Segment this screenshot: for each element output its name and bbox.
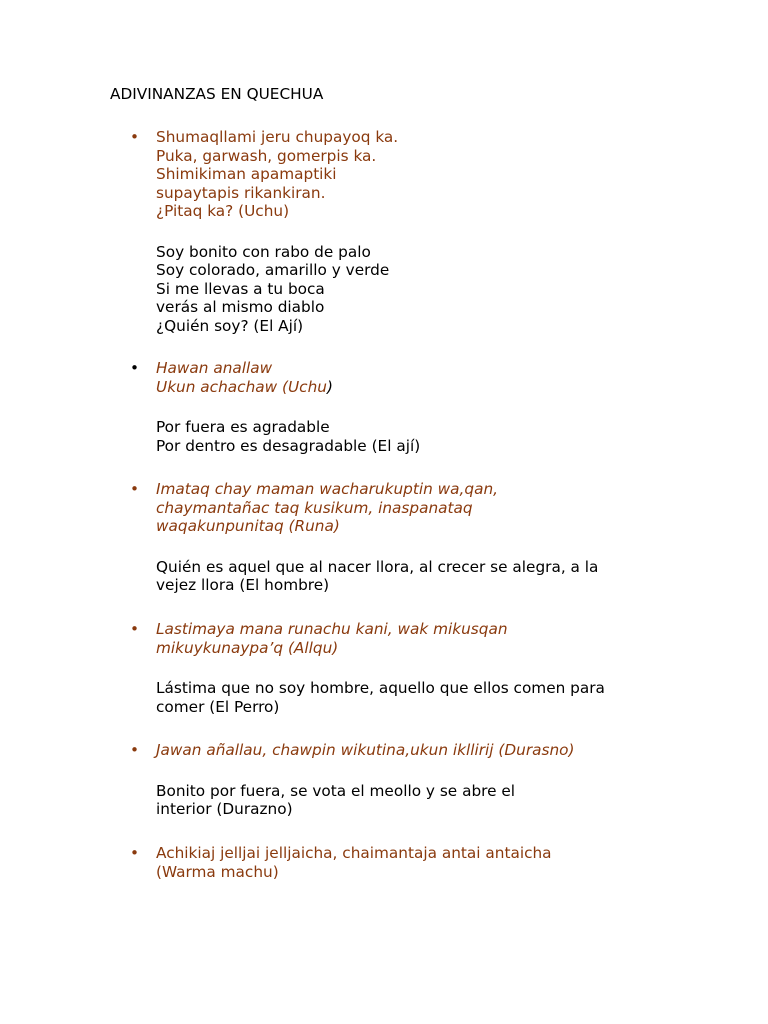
riddle-item: [130, 741, 656, 819]
bullet-icon: •: [130, 620, 140, 638]
riddle-quechua: Achikiaj jelljai jelljaicha, chaimantaja antai antaicha (Warma machu): [156, 844, 552, 881]
bullet-icon: •: [130, 844, 140, 862]
bullet-icon: •: [130, 128, 140, 146]
bullet-icon: •: [130, 741, 140, 759]
riddle-item: [130, 844, 656, 881]
riddle-spanish: Quién es aquel que al nacer llora, al crecer se alegra, a la vejez llora (El hombre): [156, 557, 599, 594]
riddle-quechua-close: ): [326, 377, 333, 396]
riddle-item: [130, 620, 656, 716]
riddle-quechua: Jawan añallau, chawpin wikutina,ukun ikllirij (Durasno): [156, 741, 575, 759]
riddle-quechua: Lastimaya mana runachu kani, wak mikusqan mikuykunaypa’q (Allqu): [156, 620, 508, 657]
riddle-spanish: Bonito por fuera, se vota el meollo y se abre el interior (Durazno): [156, 781, 516, 818]
riddle-spanish: Por fuera es agradable Por dentro es desagradable (El ají): [156, 418, 421, 455]
riddle-spanish: Lástima que no soy hombre, aquello que ellos comen para comer (El Perro): [156, 679, 605, 716]
riddle-item: [130, 128, 656, 335]
bullet-icon: •: [130, 359, 140, 377]
riddle-quechua: Shumaqllami jeru chupayoq ka. Puka, garwash, gomerpis ka. Shimikiman apamaptiki supaytapis rikankiran. ¿Pitaq ka? (Uchu): [156, 128, 399, 220]
riddle-quechua-block: [156, 359, 656, 396]
document-title: ADIVINANZAS EN QUECHUA: [110, 85, 324, 103]
riddle-item: [130, 359, 656, 455]
riddle-item: [130, 480, 656, 595]
bullet-icon: •: [130, 480, 140, 498]
riddle-spanish: Soy bonito con rabo de palo Soy colorado, amarillo y verde Si me llevas a tu boca verás al mismo diablo ¿Quién soy? (El Ají): [156, 242, 390, 335]
riddle-quechua: Imataq chay maman wacharukuptin wa,qan, chaymantañac taq kusikum, inaspanataq waqakunpunitaq (Runa): [156, 480, 499, 535]
riddle-quechua: Hawan anallaw Ukun achachaw (Uchu: [156, 359, 327, 396]
